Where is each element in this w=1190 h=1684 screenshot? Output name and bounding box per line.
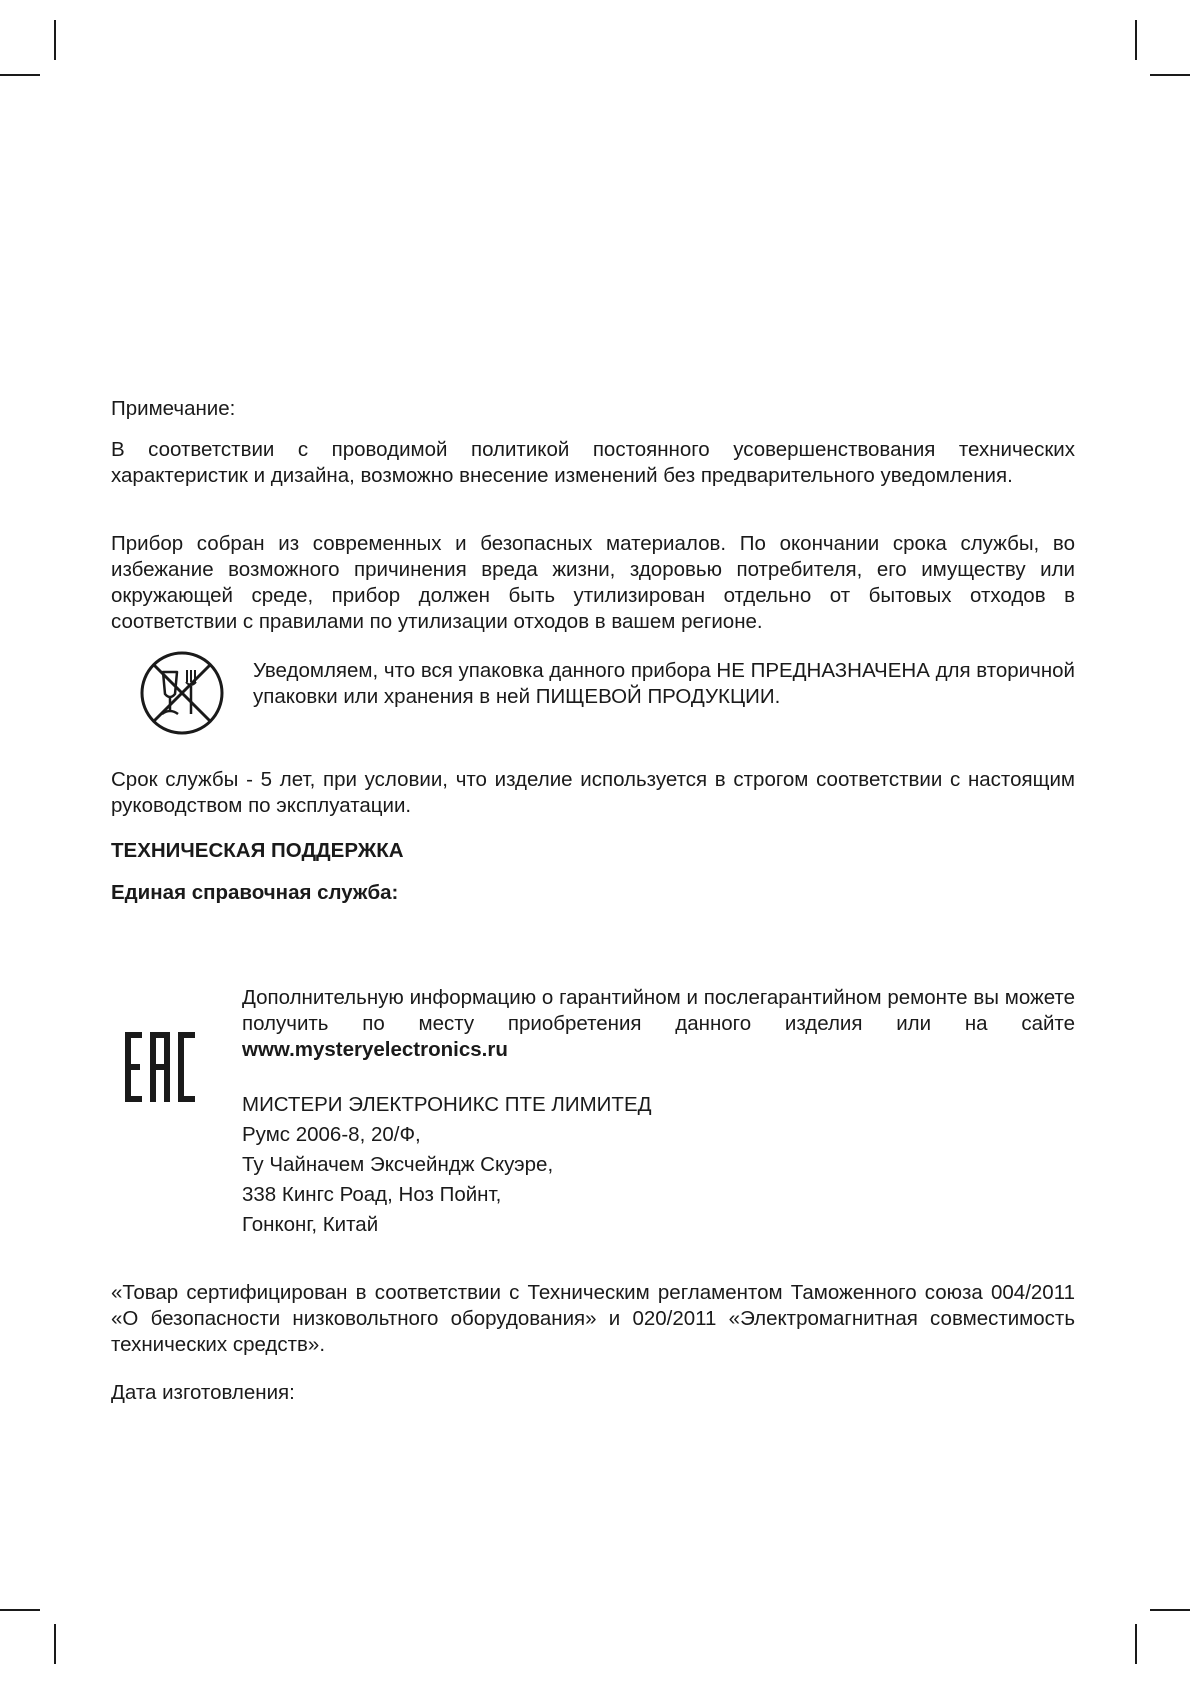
crop-mark-bottom-right-vertical	[1135, 1624, 1137, 1664]
address-line: Гонконг, Китай	[242, 1213, 379, 1236]
crop-mark-bottom-left-horizontal	[0, 1609, 40, 1611]
eac-mark-icon	[125, 1032, 195, 1102]
address-line: Ту Чайначем Эксчейндж Скуэре,	[242, 1153, 554, 1176]
certification-text: «Товар сертифицирован в соответствии с Техническим регламентом Таможенного союза 004/2011 «О безопасности низковольтного оборудования» и 020/2011 «Электромагнитная совместимость технических средств».	[111, 1281, 1075, 1356]
crop-mark-bottom-left-vertical	[54, 1624, 56, 1664]
company-name: МИСТЕРИ ЭЛЕКТРОНИКС ПТЕ ЛИМИТЕД	[242, 1093, 652, 1116]
crop-mark-top-right-vertical	[1135, 20, 1137, 60]
crop-mark-top-right-horizontal	[1150, 74, 1190, 76]
address-line: Румс 2006-8, 20/Ф,	[242, 1123, 421, 1146]
support-title: ТЕХНИЧЕСКАЯ ПОДДЕРЖКА	[111, 839, 404, 862]
packaging-notice-text: Уведомляем, что вся упаковка данного прибора НЕ ПРЕДНАЗНАЧЕНА для вторичной упаковки или хранения в ней ПИЩЕВОЙ ПРОДУКЦИИ.	[253, 659, 1075, 708]
helpline-label: Единая справочная служба:	[111, 881, 399, 904]
crop-mark-top-left-horizontal	[0, 74, 40, 76]
address-line: 338 Кингс Роад, Ноз Пойнт,	[242, 1183, 502, 1206]
service-life-text: Срок службы - 5 лет, при условии, что изделие используется в строгом соответствии с настоящим руководством по эксплуатации.	[111, 768, 1075, 817]
warranty-info	[242, 985, 1075, 1063]
crop-mark-bottom-right-horizontal	[1150, 1609, 1190, 1611]
warranty-text: Дополнительную информацию о гарантийном и послегарантийном ремонте вы можете получить по месту приобретения данного изделия или на сайте	[242, 986, 1075, 1035]
note-text: В соответствии с проводимой политикой постоянного усовершенствования технических характеристик и дизайна, возможно внесение изменений без предварительного уведомления.	[111, 438, 1075, 487]
note-label: Примечание:	[111, 397, 236, 420]
materials-disposal-text: Прибор собран из современных и безопасных материалов. По окончании срока службы, во избежание возможного причинения вреда жизни, здоровью потребителя, его имуществу или окружающей среде, прибор должен быть утилизирован отдельно от бытовых отходов в соответствии с правилами по утилизации отходов в вашем регионе.	[111, 532, 1075, 633]
company-address	[242, 1090, 1042, 1240]
crop-mark-top-left-vertical	[54, 20, 56, 60]
not-for-food-icon	[139, 650, 225, 736]
manufacture-date-label: Дата изготовления:	[111, 1381, 295, 1404]
website-link[interactable]: www.mysteryelectronics.ru	[242, 1038, 508, 1061]
